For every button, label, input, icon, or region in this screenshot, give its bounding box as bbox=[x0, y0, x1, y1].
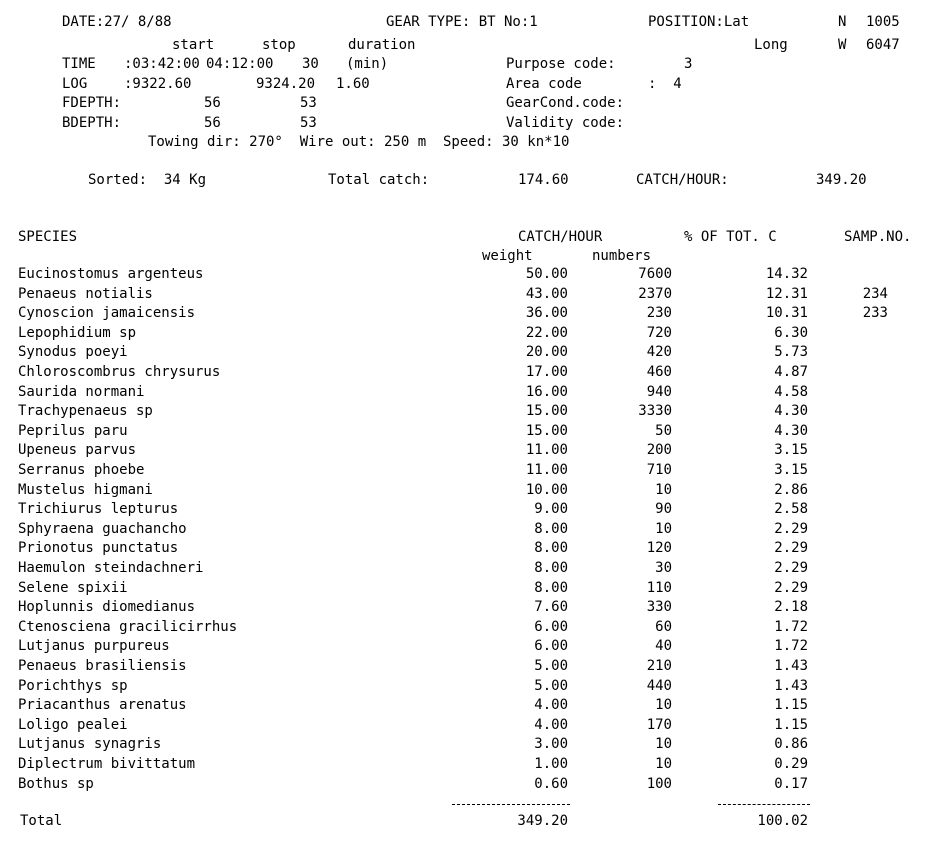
row-numbers: 170 bbox=[646, 716, 672, 733]
column-header-catch-hour: CATCH/HOUR bbox=[518, 229, 603, 245]
species-name: Lutjanus synagris bbox=[18, 736, 162, 753]
lat-hemisphere: N bbox=[838, 14, 847, 30]
row-weight: 10.00 bbox=[525, 481, 568, 498]
species-name: Serranus phoebe bbox=[18, 462, 145, 478]
row-percent: 3.15 bbox=[774, 462, 808, 478]
table-row bbox=[0, 266, 950, 286]
row-weight: 6.00 bbox=[534, 638, 568, 655]
time-duration: 30 bbox=[302, 56, 319, 72]
row-percent: 2.29 bbox=[774, 520, 808, 537]
row-weight: 5.00 bbox=[534, 658, 568, 674]
row-weight: 8.00 bbox=[534, 520, 568, 537]
row-weight: 15.00 bbox=[525, 403, 568, 420]
total-weight: 349.20 bbox=[517, 813, 568, 829]
fdepth-stop: 53 bbox=[300, 95, 317, 111]
column-header-sample-number: SAMP.NO. bbox=[844, 229, 912, 245]
subheader-numbers: numbers bbox=[592, 248, 652, 264]
species-name: Trachypenaeus sp bbox=[18, 403, 153, 420]
log-stop: 9324.20 bbox=[256, 76, 316, 92]
row-percent: 4.87 bbox=[774, 364, 808, 380]
table-row bbox=[0, 717, 950, 737]
table-row bbox=[0, 462, 950, 482]
row-numbers: 10 bbox=[655, 697, 672, 714]
row-percent: 1.72 bbox=[774, 638, 808, 655]
row-weight: 1.00 bbox=[534, 756, 568, 772]
species-name: Selene spixii bbox=[18, 579, 128, 596]
row-numbers: 440 bbox=[646, 677, 672, 694]
time-unit: (min) bbox=[346, 56, 389, 72]
weight-total-rule bbox=[452, 804, 570, 805]
species-name: Mustelus higmani bbox=[18, 481, 153, 498]
table-row bbox=[0, 697, 950, 717]
row-percent: 2.29 bbox=[774, 560, 808, 576]
row-weight: 36.00 bbox=[525, 305, 568, 322]
table-row bbox=[0, 325, 950, 345]
total-catch-label: Total catch: bbox=[328, 172, 430, 188]
row-weight: 3.00 bbox=[534, 736, 568, 753]
table-row bbox=[0, 384, 950, 404]
column-header-percent: % OF TOT. C bbox=[684, 229, 777, 245]
fdepth-start: 56 bbox=[204, 95, 221, 111]
species-name: Hoplunnis diomedianus bbox=[18, 599, 196, 616]
row-weight: 50.00 bbox=[525, 266, 568, 282]
species-name: Chloroscombrus chrysurus bbox=[18, 364, 221, 380]
purpose-code-label: Purpose code: bbox=[506, 56, 616, 72]
row-percent: 5.73 bbox=[774, 344, 808, 361]
row-percent: 4.30 bbox=[774, 403, 808, 420]
species-name: Ctenosciena gracilicirrhus bbox=[18, 618, 238, 635]
row-percent: 1.72 bbox=[774, 618, 808, 635]
row-percent: 10.31 bbox=[765, 305, 808, 322]
total-percent: 100.02 bbox=[757, 813, 808, 829]
row-percent: 2.18 bbox=[774, 599, 808, 616]
species-name: Sphyraena guachancho bbox=[18, 520, 187, 537]
species-name: Saurida normani bbox=[18, 383, 145, 400]
row-percent: 0.17 bbox=[774, 775, 808, 792]
row-percent: 14.32 bbox=[765, 266, 808, 282]
row-numbers: 10 bbox=[655, 520, 672, 537]
row-numbers: 7600 bbox=[638, 266, 672, 282]
table-row bbox=[0, 442, 950, 462]
duration-label: duration bbox=[348, 37, 416, 53]
area-code-value: : 4 bbox=[648, 76, 682, 92]
row-numbers: 100 bbox=[646, 775, 672, 792]
row-percent: 1.15 bbox=[774, 716, 808, 733]
row-numbers: 30 bbox=[655, 560, 672, 576]
species-name: Diplectrum bivittatum bbox=[18, 756, 196, 772]
area-code-label: Area code bbox=[506, 76, 582, 92]
row-percent: 2.86 bbox=[774, 481, 808, 498]
log-label: LOG bbox=[62, 76, 88, 92]
row-weight: 9.00 bbox=[534, 501, 568, 518]
row-percent: 6.30 bbox=[774, 324, 808, 341]
row-weight: 22.00 bbox=[525, 324, 568, 341]
long-value: 6047 bbox=[866, 37, 900, 53]
row-percent: 2.58 bbox=[774, 501, 808, 518]
row-numbers: 10 bbox=[655, 756, 672, 772]
stop-label: stop bbox=[262, 37, 296, 53]
gearcond-code-label: GearCond.code: bbox=[506, 95, 625, 111]
long-hemisphere: W bbox=[838, 37, 847, 53]
row-weight: 20.00 bbox=[525, 344, 568, 361]
row-percent: 0.86 bbox=[774, 736, 808, 753]
row-weight: 11.00 bbox=[525, 442, 568, 459]
row-numbers: 460 bbox=[646, 364, 672, 380]
row-percent: 12.31 bbox=[765, 285, 808, 302]
species-name: Bothus sp bbox=[18, 775, 94, 792]
row-numbers: 120 bbox=[646, 540, 672, 557]
table-row bbox=[0, 638, 950, 658]
lat-value: 1005 bbox=[866, 14, 900, 30]
row-percent: 3.15 bbox=[774, 442, 808, 459]
column-header-species: SPECIES bbox=[18, 229, 78, 245]
species-name: Prionotus punctatus bbox=[18, 540, 179, 557]
fdepth-label: FDEPTH: bbox=[62, 95, 122, 111]
table-row bbox=[0, 540, 950, 560]
table-row bbox=[0, 521, 950, 541]
row-weight: 5.00 bbox=[534, 677, 568, 694]
table-row bbox=[0, 560, 950, 580]
row-weight: 16.00 bbox=[525, 383, 568, 400]
table-row bbox=[0, 678, 950, 698]
catch-hour-value: 349.20 bbox=[816, 172, 867, 188]
row-weight: 8.00 bbox=[534, 560, 568, 576]
row-numbers: 230 bbox=[646, 305, 672, 322]
species-name: Trichiurus lepturus bbox=[18, 501, 179, 518]
table-row bbox=[0, 501, 950, 521]
gear-type: GEAR TYPE: BT No:1 bbox=[386, 14, 538, 30]
row-weight: 7.60 bbox=[534, 599, 568, 616]
species-name: Penaeus notialis bbox=[18, 285, 153, 302]
percent-total-rule bbox=[718, 804, 810, 805]
species-name: Loligo pealei bbox=[18, 716, 128, 733]
validity-code-label: Validity code: bbox=[506, 115, 625, 131]
bdepth-start: 56 bbox=[204, 115, 221, 131]
log-duration: 1.60 bbox=[336, 76, 370, 92]
row-weight: 6.00 bbox=[534, 618, 568, 635]
row-weight: 17.00 bbox=[525, 364, 568, 380]
time-label: TIME bbox=[62, 56, 96, 72]
row-sample-number: 233 bbox=[862, 305, 888, 322]
row-numbers: 720 bbox=[646, 324, 672, 341]
species-name: Upeneus parvus bbox=[18, 442, 137, 459]
row-weight: 8.00 bbox=[534, 540, 568, 557]
row-weight: 15.00 bbox=[525, 422, 568, 439]
row-percent: 0.29 bbox=[774, 756, 808, 772]
species-name: Haemulon steindachneri bbox=[18, 560, 204, 576]
total-label: Total bbox=[20, 813, 63, 829]
row-percent: 2.29 bbox=[774, 579, 808, 596]
table-row bbox=[0, 776, 950, 796]
row-numbers: 50 bbox=[655, 422, 672, 439]
row-numbers: 200 bbox=[646, 442, 672, 459]
table-row bbox=[0, 736, 950, 756]
row-percent: 1.43 bbox=[774, 658, 808, 674]
time-stop: 04:12:00 bbox=[206, 56, 274, 72]
purpose-code-value: 3 bbox=[684, 56, 693, 72]
row-percent: 2.29 bbox=[774, 540, 808, 557]
towing-line: Towing dir: 270° Wire out: 250 m Speed: 30 kn*10 bbox=[148, 134, 570, 150]
row-numbers: 3330 bbox=[638, 403, 672, 420]
row-weight: 43.00 bbox=[525, 285, 568, 302]
species-name: Lutjanus purpureus bbox=[18, 638, 170, 655]
row-numbers: 90 bbox=[655, 501, 672, 518]
sorted-weight: Sorted: 34 Kg bbox=[88, 172, 207, 188]
row-numbers: 40 bbox=[655, 638, 672, 655]
row-numbers: 2370 bbox=[638, 285, 672, 302]
species-name: Priacanthus arenatus bbox=[18, 697, 187, 714]
row-numbers: 940 bbox=[646, 383, 672, 400]
table-row bbox=[0, 423, 950, 443]
row-numbers: 330 bbox=[646, 599, 672, 616]
catch-hour-label: CATCH/HOUR: bbox=[636, 172, 729, 188]
row-numbers: 10 bbox=[655, 481, 672, 498]
position-label: POSITION:Lat bbox=[648, 14, 750, 30]
row-numbers: 210 bbox=[646, 658, 672, 674]
row-percent: 1.43 bbox=[774, 677, 808, 694]
row-weight: 0.60 bbox=[534, 775, 568, 792]
long-label: Long bbox=[754, 37, 788, 53]
table-row bbox=[0, 305, 950, 325]
species-name: Eucinostomus argenteus bbox=[18, 266, 204, 282]
total-catch-value: 174.60 bbox=[518, 172, 569, 188]
row-percent: 4.58 bbox=[774, 383, 808, 400]
log-start: :9322.60 bbox=[124, 76, 192, 92]
row-numbers: 420 bbox=[646, 344, 672, 361]
table-row bbox=[0, 599, 950, 619]
row-weight: 4.00 bbox=[534, 716, 568, 733]
row-numbers: 10 bbox=[655, 736, 672, 753]
row-numbers: 110 bbox=[646, 579, 672, 596]
table-row bbox=[0, 756, 950, 776]
species-name: Peprilus paru bbox=[18, 422, 128, 439]
species-name: Lepophidium sp bbox=[18, 324, 137, 341]
row-numbers: 60 bbox=[655, 618, 672, 635]
bdepth-stop: 53 bbox=[300, 115, 317, 131]
species-name: Synodus poeyi bbox=[18, 344, 128, 361]
table-row bbox=[0, 482, 950, 502]
row-percent: 1.15 bbox=[774, 697, 808, 714]
table-row bbox=[0, 580, 950, 600]
row-numbers: 710 bbox=[646, 462, 672, 478]
row-sample-number: 234 bbox=[862, 285, 888, 302]
row-weight: 11.00 bbox=[525, 462, 568, 478]
bdepth-label: BDEPTH: bbox=[62, 115, 122, 131]
table-row bbox=[0, 286, 950, 306]
row-weight: 8.00 bbox=[534, 579, 568, 596]
species-name: Penaeus brasiliensis bbox=[18, 658, 187, 674]
table-row bbox=[0, 344, 950, 364]
date-label: DATE:27/ 8/88 bbox=[62, 14, 172, 30]
table-row bbox=[0, 364, 950, 384]
start-label: start bbox=[172, 37, 215, 53]
species-name: Cynoscion jamaicensis bbox=[18, 305, 196, 322]
table-row bbox=[0, 619, 950, 639]
row-weight: 4.00 bbox=[534, 697, 568, 714]
subheader-weight: weight bbox=[482, 248, 533, 264]
table-row bbox=[0, 403, 950, 423]
time-start: :03:42:00 bbox=[124, 56, 200, 72]
table-row bbox=[0, 658, 950, 678]
species-name: Porichthys sp bbox=[18, 677, 128, 694]
row-percent: 4.30 bbox=[774, 422, 808, 439]
